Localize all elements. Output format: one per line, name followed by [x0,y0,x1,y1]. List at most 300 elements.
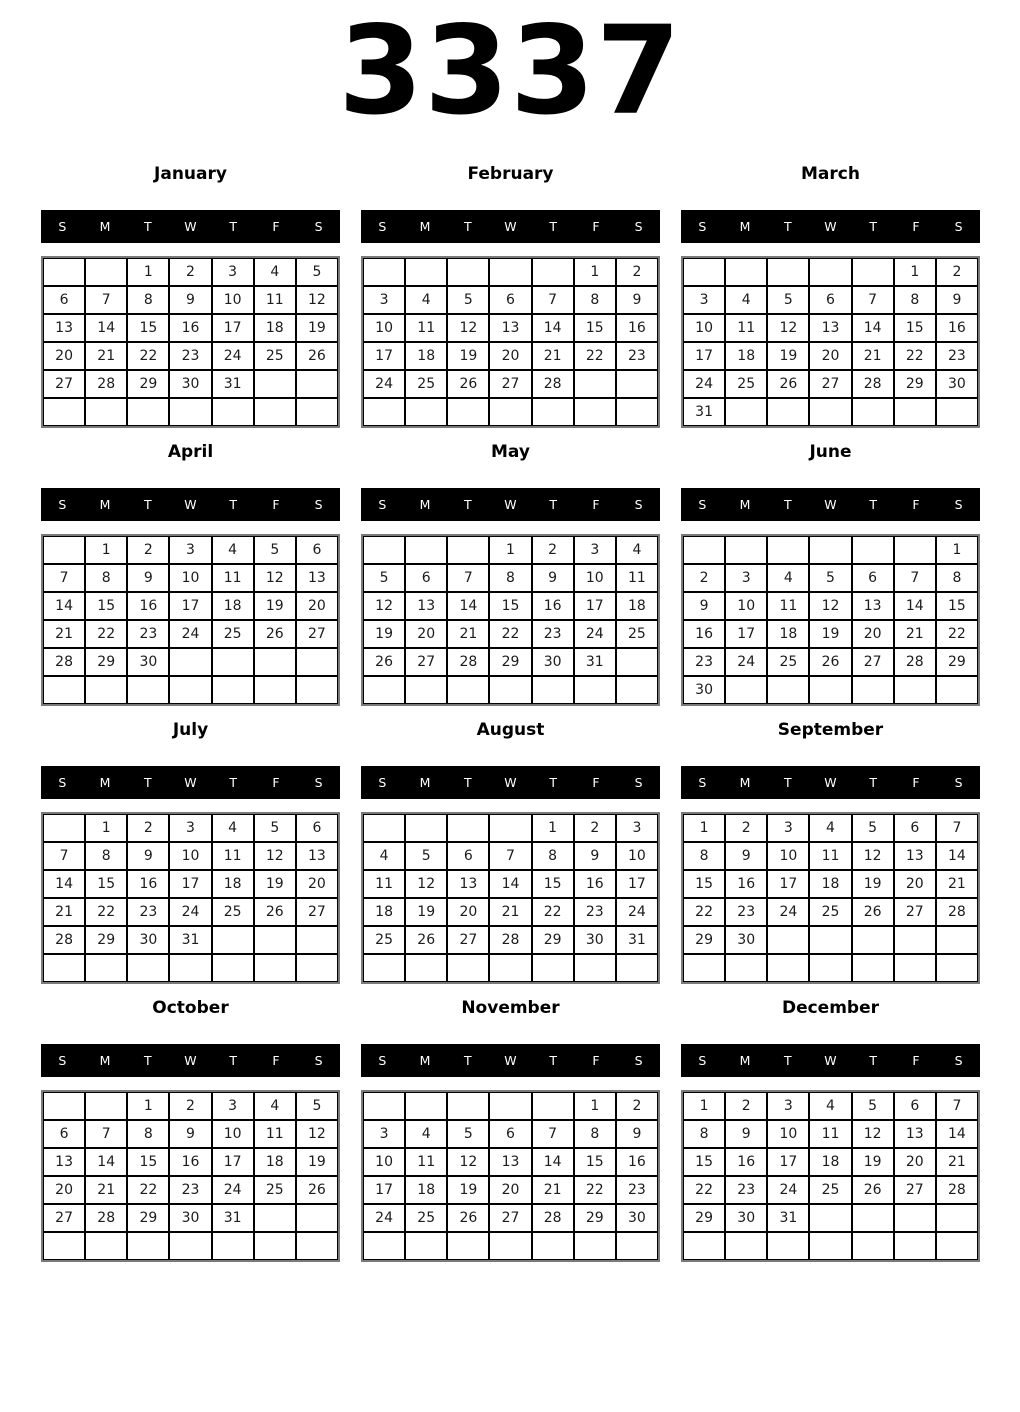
day-cell-empty [127,398,169,426]
day-cell: 18 [725,342,767,370]
day-cell-empty [574,370,616,398]
day-cell-empty [405,536,447,564]
day-cell: 23 [725,898,767,926]
month-august [361,720,660,984]
day-cell-empty [127,1232,169,1260]
day-cell-empty [616,398,658,426]
day-cell: 7 [852,286,894,314]
month-november [361,998,660,1262]
day-cell-empty [212,954,254,982]
month-title: September [777,720,884,740]
day-cell: 5 [405,842,447,870]
day-cell: 14 [936,1120,978,1148]
weekday-header-row [361,1044,660,1077]
day-cell: 31 [616,926,658,954]
year-title: 3337 [338,0,682,142]
day-cell: 27 [405,648,447,676]
day-cell-empty [405,1092,447,1120]
day-cell-empty [127,676,169,704]
day-cell-empty [489,258,531,286]
day-cell: 2 [936,258,978,286]
day-cell: 20 [852,620,894,648]
day-cell: 17 [169,870,211,898]
month-december [681,998,980,1262]
day-cell: 3 [574,536,616,564]
day-cell: 4 [767,564,809,592]
day-cell-empty [574,676,616,704]
day-cell: 4 [405,286,447,314]
day-cell: 24 [169,620,211,648]
weekday-label: T [463,497,472,512]
weekday-label: T [869,497,878,512]
day-cell: 8 [127,1120,169,1148]
day-cell: 24 [767,1176,809,1204]
day-cell: 7 [894,564,936,592]
day-cell: 8 [894,286,936,314]
day-cell: 17 [363,1176,405,1204]
day-cell: 18 [809,870,851,898]
day-cell: 19 [447,342,489,370]
day-cell: 15 [85,592,127,620]
weekday-header-row [681,1044,980,1077]
day-cell: 20 [809,342,851,370]
day-cell: 31 [767,1204,809,1232]
day-cell: 6 [296,536,338,564]
day-cell: 9 [936,286,978,314]
day-cell-empty [489,1232,531,1260]
weekday-label: S [698,219,707,234]
day-cell: 23 [616,1176,658,1204]
day-cell: 23 [574,898,616,926]
day-grid [361,256,660,428]
day-cell: 14 [85,1148,127,1176]
day-cell: 26 [254,620,296,648]
day-cell: 30 [127,926,169,954]
day-cell-empty [43,536,85,564]
day-cell: 24 [212,1176,254,1204]
day-cell-empty [212,398,254,426]
day-cell: 11 [212,842,254,870]
day-cell-empty [767,398,809,426]
day-cell: 20 [894,1148,936,1176]
month-october [41,998,340,1262]
day-cell: 29 [574,1204,616,1232]
weekday-label: F [912,219,920,234]
day-cell: 3 [725,564,767,592]
weekday-label: T [869,219,878,234]
day-cell-empty [447,954,489,982]
day-cell: 14 [489,870,531,898]
day-cell: 27 [894,1176,936,1204]
day-cell: 28 [85,370,127,398]
day-cell: 7 [85,286,127,314]
day-cell-empty [254,676,296,704]
day-cell: 27 [489,1204,531,1232]
day-cell-empty [169,676,211,704]
day-cell: 6 [447,842,489,870]
day-cell: 22 [85,620,127,648]
month-title: March [801,164,860,184]
day-cell: 17 [169,592,211,620]
weekday-label: S [634,219,643,234]
month-february [361,164,660,428]
weekday-label: W [824,219,837,234]
day-cell-empty [616,676,658,704]
day-cell: 8 [85,564,127,592]
day-cell-empty [767,926,809,954]
day-cell: 25 [405,370,447,398]
day-cell: 7 [936,814,978,842]
day-cell-empty [489,814,531,842]
day-cell-empty [616,954,658,982]
day-cell: 15 [127,314,169,342]
day-cell: 25 [363,926,405,954]
day-cell: 3 [212,1092,254,1120]
weekday-label: W [504,775,517,790]
day-cell-empty [296,1204,338,1232]
day-cell: 28 [532,1204,574,1232]
day-cell: 16 [936,314,978,342]
day-cell: 4 [725,286,767,314]
day-cell: 14 [85,314,127,342]
day-cell: 26 [447,1204,489,1232]
weekday-label: F [592,219,600,234]
weekday-label: W [504,219,517,234]
day-cell: 20 [296,592,338,620]
day-cell: 3 [212,258,254,286]
day-cell-empty [43,1232,85,1260]
weekday-label: M [99,775,111,790]
day-cell: 12 [447,1148,489,1176]
day-cell: 8 [574,1120,616,1148]
weekday-label: S [954,497,963,512]
day-cell: 5 [767,286,809,314]
day-cell: 22 [574,1176,616,1204]
weekday-label: T [549,497,558,512]
day-cell-empty [936,1232,978,1260]
day-cell: 26 [767,370,809,398]
day-cell-empty [447,676,489,704]
month-march [681,164,980,428]
day-cell: 16 [169,314,211,342]
day-cell-empty [85,258,127,286]
day-cell: 10 [616,842,658,870]
day-cell: 29 [489,648,531,676]
weekday-label: T [869,775,878,790]
day-cell: 20 [296,870,338,898]
day-cell-empty [809,1232,851,1260]
day-cell-empty [852,1204,894,1232]
day-cell: 9 [683,592,725,620]
day-cell: 14 [43,870,85,898]
day-cell: 18 [809,1148,851,1176]
day-cell-empty [447,814,489,842]
day-cell: 24 [363,370,405,398]
day-cell: 7 [43,564,85,592]
month-title: May [491,442,530,462]
day-cell: 6 [809,286,851,314]
day-grid [361,534,660,706]
day-cell: 8 [936,564,978,592]
day-cell-empty [683,258,725,286]
weekday-label: T [229,219,238,234]
day-cell: 6 [894,814,936,842]
weekday-label: T [549,219,558,234]
weekday-label: S [314,1053,323,1068]
day-cell: 1 [574,258,616,286]
weekday-label: T [143,1053,152,1068]
day-cell-empty [532,1232,574,1260]
weekday-label: M [739,775,751,790]
day-cell: 4 [809,1092,851,1120]
weekday-header-row [41,210,340,243]
day-cell: 28 [489,926,531,954]
day-cell: 21 [852,342,894,370]
day-cell: 20 [43,342,85,370]
day-cell-empty [532,398,574,426]
day-cell: 30 [616,1204,658,1232]
day-cell: 8 [127,286,169,314]
day-cell: 21 [936,1148,978,1176]
day-cell-empty [532,1092,574,1120]
day-cell: 11 [767,592,809,620]
weekday-label: S [314,497,323,512]
day-cell: 17 [574,592,616,620]
day-cell: 1 [85,536,127,564]
day-cell-empty [85,1232,127,1260]
day-cell: 9 [127,564,169,592]
day-cell: 2 [683,564,725,592]
day-cell-empty [894,676,936,704]
weekday-label: W [184,775,197,790]
day-cell-empty [894,536,936,564]
day-cell-empty [725,258,767,286]
day-cell-empty [405,676,447,704]
day-cell-empty [767,954,809,982]
day-cell-empty [254,1232,296,1260]
day-cell: 14 [894,592,936,620]
day-cell: 4 [405,1120,447,1148]
weekday-label: T [549,775,558,790]
weekday-label: F [272,1053,280,1068]
day-cell-empty [809,954,851,982]
weekday-header-row [41,766,340,799]
day-cell: 19 [852,1148,894,1176]
day-cell: 10 [725,592,767,620]
day-cell: 21 [43,620,85,648]
weekday-label: F [272,219,280,234]
day-cell: 11 [212,564,254,592]
day-cell-empty [852,954,894,982]
weekday-label: T [143,775,152,790]
day-cell-empty [85,954,127,982]
weekday-label: S [58,1053,67,1068]
day-cell-empty [809,398,851,426]
day-cell: 28 [936,1176,978,1204]
day-cell: 25 [809,1176,851,1204]
day-cell-empty [212,676,254,704]
weekday-label: T [549,1053,558,1068]
day-cell: 12 [363,592,405,620]
weekday-label: M [739,1053,751,1068]
day-cell: 10 [212,1120,254,1148]
day-cell: 13 [489,314,531,342]
day-cell: 29 [936,648,978,676]
day-cell-empty [296,648,338,676]
day-cell-empty [169,1232,211,1260]
weekday-label: T [869,1053,878,1068]
weekday-label: T [783,1053,792,1068]
day-cell-empty [363,258,405,286]
day-cell: 3 [169,536,211,564]
weekday-label: F [272,497,280,512]
weekday-label: T [783,775,792,790]
day-cell: 1 [532,814,574,842]
day-cell: 21 [447,620,489,648]
day-cell-empty [254,370,296,398]
weekday-label: F [592,1053,600,1068]
day-cell: 6 [894,1092,936,1120]
day-cell: 21 [894,620,936,648]
day-cell: 9 [169,286,211,314]
day-cell: 27 [489,370,531,398]
weekday-label: T [783,219,792,234]
day-cell: 18 [212,870,254,898]
day-cell-empty [43,398,85,426]
weekday-header-row [681,488,980,521]
day-cell: 24 [616,898,658,926]
day-cell: 4 [212,536,254,564]
day-cell: 5 [447,1120,489,1148]
day-cell-empty [296,926,338,954]
month-may [361,442,660,706]
day-cell-empty [767,258,809,286]
month-june [681,442,980,706]
month-title: August [476,720,545,740]
day-cell: 21 [43,898,85,926]
day-cell: 8 [532,842,574,870]
day-cell-empty [574,954,616,982]
day-cell-empty [725,676,767,704]
weekday-label: S [58,497,67,512]
day-cell: 16 [616,314,658,342]
day-cell: 26 [405,926,447,954]
day-cell: 9 [725,1120,767,1148]
day-cell-empty [169,398,211,426]
day-cell-empty [894,1204,936,1232]
day-cell: 11 [809,842,851,870]
day-cell-empty [43,954,85,982]
day-cell: 26 [809,648,851,676]
day-cell-empty [852,926,894,954]
day-cell-empty [85,1092,127,1120]
day-grid [41,256,340,428]
weekday-label: T [463,219,472,234]
day-cell: 1 [127,1092,169,1120]
day-cell: 13 [43,1148,85,1176]
weekday-label: S [634,775,643,790]
weekday-label: S [314,219,323,234]
day-cell: 24 [169,898,211,926]
weekday-label: M [739,497,751,512]
weekday-label: S [698,1053,707,1068]
day-cell: 1 [85,814,127,842]
day-cell-empty [725,536,767,564]
day-cell: 12 [296,286,338,314]
weekday-label: T [463,775,472,790]
day-cell-empty [616,370,658,398]
day-cell-empty [574,1232,616,1260]
day-cell: 15 [683,870,725,898]
day-cell-empty [809,676,851,704]
weekday-label: T [229,1053,238,1068]
weekday-label: S [954,1053,963,1068]
day-cell-empty [169,648,211,676]
day-cell-empty [489,676,531,704]
weekday-header-row [681,766,980,799]
day-cell: 19 [363,620,405,648]
day-cell: 29 [85,926,127,954]
day-cell: 25 [725,370,767,398]
day-cell: 30 [532,648,574,676]
day-cell-empty [532,954,574,982]
day-cell: 10 [212,286,254,314]
day-cell: 23 [936,342,978,370]
day-cell: 29 [683,926,725,954]
day-cell: 30 [725,926,767,954]
day-grid [681,256,980,428]
day-cell: 6 [43,1120,85,1148]
weekday-label: S [314,775,323,790]
day-cell-empty [85,398,127,426]
month-title: April [167,442,214,462]
day-cell: 1 [127,258,169,286]
day-cell: 14 [532,314,574,342]
day-cell: 19 [296,1148,338,1176]
day-cell: 10 [169,842,211,870]
weekday-label: S [58,775,67,790]
day-cell: 24 [212,342,254,370]
day-cell: 3 [363,286,405,314]
day-cell: 11 [363,870,405,898]
day-cell: 5 [363,564,405,592]
day-cell: 23 [169,342,211,370]
day-grid [681,812,980,984]
weekday-label: F [592,497,600,512]
day-cell: 10 [767,1120,809,1148]
day-cell: 3 [363,1120,405,1148]
day-cell: 19 [254,592,296,620]
weekday-label: S [58,219,67,234]
day-cell: 1 [574,1092,616,1120]
day-cell: 8 [489,564,531,592]
weekday-label: T [143,219,152,234]
weekday-label: S [378,1053,387,1068]
day-cell: 11 [254,1120,296,1148]
weekday-label: S [698,497,707,512]
day-cell: 28 [447,648,489,676]
day-cell-empty [447,398,489,426]
day-grid [41,812,340,984]
day-cell-empty [683,1232,725,1260]
day-cell: 9 [616,1120,658,1148]
day-cell: 25 [254,342,296,370]
day-cell: 11 [616,564,658,592]
day-cell: 26 [852,1176,894,1204]
day-cell-empty [767,676,809,704]
day-cell: 18 [363,898,405,926]
weekday-label: T [229,775,238,790]
